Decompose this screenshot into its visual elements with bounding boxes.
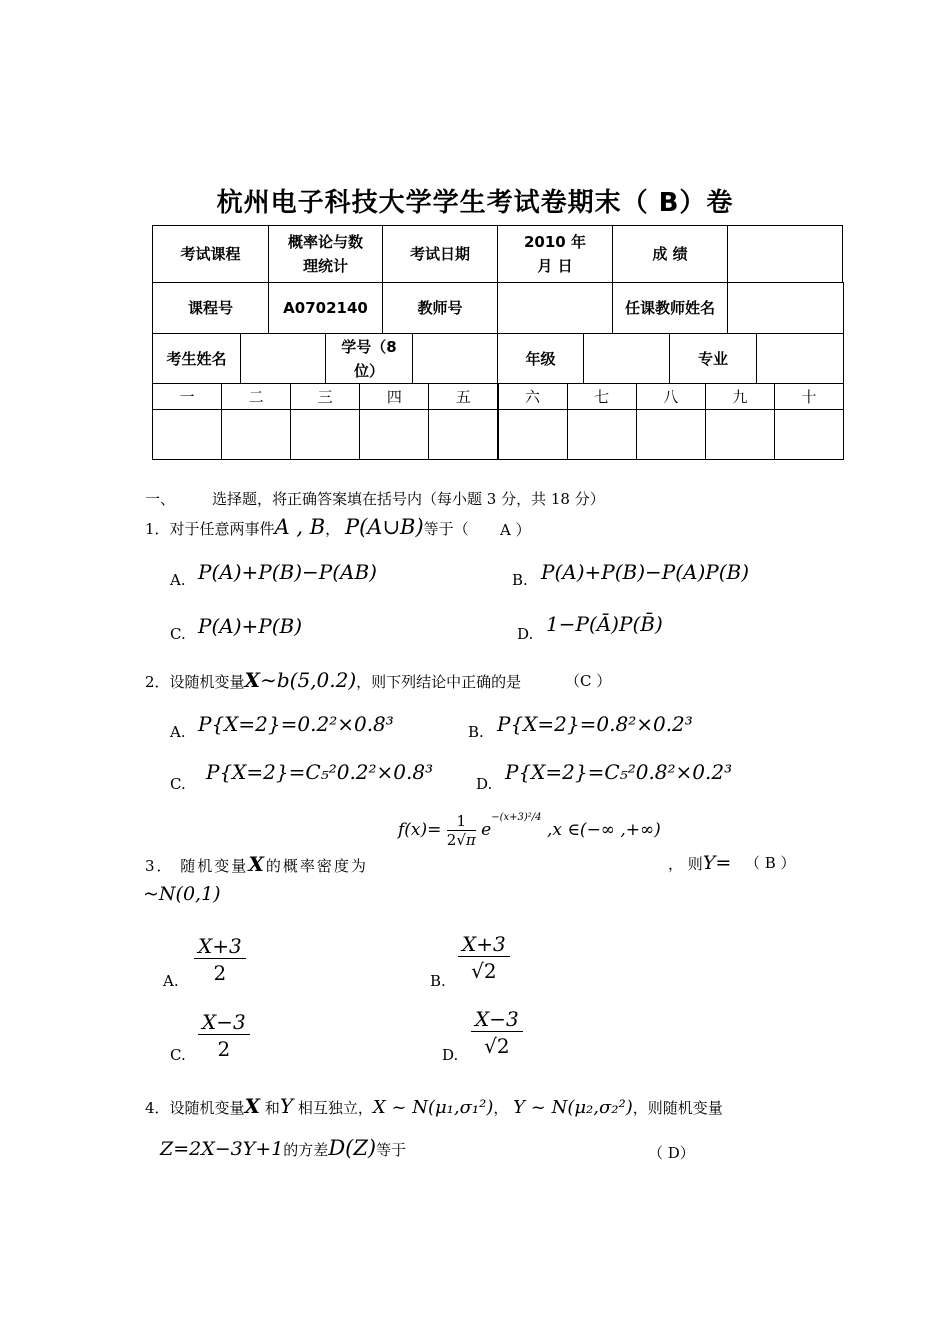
- score-cell[interactable]: [428, 409, 498, 460]
- score-col-header: 十: [774, 383, 844, 410]
- q1-option-c: P(A)+P(B): [198, 614, 303, 638]
- q3-tail: ， 则Y=: [668, 852, 732, 874]
- score-cell[interactable]: [774, 409, 844, 460]
- score-cell[interactable]: [359, 409, 429, 460]
- course-no-value: A0702140: [268, 282, 383, 334]
- score-col-header: 一: [152, 383, 222, 410]
- q4-line2: Z=2X−3Y+1的方差D(Z)等于: [160, 1136, 407, 1160]
- major-field[interactable]: [756, 333, 844, 384]
- teacher-no-label: 教师号: [382, 282, 498, 334]
- q3-stem: 3． 随机变量X的概率密度为: [145, 852, 368, 876]
- score-col-header: 四: [359, 383, 429, 410]
- q3-normal: ~N(0,1): [143, 883, 221, 905]
- student-id-field[interactable]: [412, 333, 498, 384]
- score-value-field[interactable]: [727, 225, 843, 283]
- q3-option-a-label: A.: [163, 972, 179, 990]
- q1-option-a-label: A.: [170, 571, 186, 589]
- score-cell[interactable]: [705, 409, 775, 460]
- q1-option-b-label: B.: [512, 571, 528, 589]
- q2-option-d-label: D.: [476, 775, 493, 793]
- q2-option-b-label: B.: [468, 723, 484, 741]
- score-cell[interactable]: [567, 409, 637, 460]
- score-cell[interactable]: [152, 409, 222, 460]
- q2-option-c-label: C.: [170, 775, 186, 793]
- score-cell[interactable]: [290, 409, 360, 460]
- score-cell[interactable]: [498, 409, 568, 460]
- q1-stem: 1．对于任意两事件A , B， P(A∪B)等于（: [145, 515, 469, 539]
- q3-option-b-label: B.: [430, 972, 446, 990]
- page-title: 杭州电子科技大学学生考试卷期末（ B）卷: [216, 188, 734, 218]
- score-col-header: 九: [705, 383, 775, 410]
- q3-option-a: $\frac{X+3}{2}$: [194, 934, 246, 985]
- q2-option-c: P{X=2}=C₅²0.2²×0.8³: [206, 760, 434, 784]
- section-heading: 选择题，将正确答案填在括号内（每小题 3 分，共 18 分）: [212, 490, 605, 508]
- q2-option-d: P{X=2}=C₅²0.8²×0.2³: [505, 760, 733, 784]
- grade-field[interactable]: [583, 333, 670, 384]
- q1-option-d: 1−P(Ā)P(B̄): [546, 612, 663, 636]
- major-label: 专业: [669, 333, 757, 384]
- q1-answer: A ）: [500, 521, 531, 539]
- q1-option-b: P(A)+P(B)−P(A)P(B): [541, 560, 750, 584]
- q2-answer: （C ）: [565, 672, 612, 690]
- teacher-no-field[interactable]: [497, 282, 613, 334]
- q4-stem: 4．设随机变量X 和Y 相互独立，X ~ N(μ₁,σ₁²)， Y ~ N(μ₂,σ₂²)，则随机变量: [145, 1094, 723, 1118]
- score-cell[interactable]: [636, 409, 706, 460]
- q1-option-c-label: C.: [170, 625, 186, 643]
- section-number: 一、: [145, 490, 176, 508]
- q2-option-a: P{X=2}=0.2²×0.8³: [198, 712, 394, 736]
- exam-course-label: 考试课程: [152, 225, 269, 283]
- q3-option-d: $\frac{X-3}{√2}$: [471, 1007, 523, 1058]
- score-col-header: 七: [567, 383, 637, 410]
- score-col-header: 八: [636, 383, 706, 410]
- score-col-header: 三: [290, 383, 360, 410]
- student-name-field[interactable]: [240, 333, 326, 384]
- score-col-header: 二: [221, 383, 291, 410]
- score-col-header: 六: [498, 383, 568, 410]
- student-id-label: 学号（8 位）: [325, 333, 413, 384]
- student-name-label: 考生姓名: [152, 333, 241, 384]
- q1-option-a: P(A)+P(B)−P(AB): [198, 560, 377, 584]
- grade-label: 年级: [497, 333, 584, 384]
- exam-course-value: 概率论与数理统计: [268, 225, 383, 283]
- teacher-name-label: 任课教师姓名: [612, 282, 728, 334]
- course-no-label: 课程号: [152, 282, 269, 334]
- score-cell[interactable]: [221, 409, 291, 460]
- q2-stem: 2．设随机变量X∼b(5,0.2)，则下列结论中正确的是: [145, 668, 522, 692]
- exam-date-value: 2010 年 月 日: [497, 225, 613, 283]
- q3-option-b: $\frac{X+3}{√2}$: [458, 932, 510, 983]
- q2-option-a-label: A.: [170, 723, 186, 741]
- q3-density: f(x)= $\frac{1}{2√\pi}$ $e^{-(x+3)^2/4}$ ,x ∈(−∞ ,+∞): [398, 812, 661, 849]
- q2-option-b: P{X=2}=0.8²×0.2³: [497, 712, 693, 736]
- exam-date-label: 考试日期: [382, 225, 498, 283]
- q3-answer: （ B ）: [745, 854, 796, 872]
- score-label: 成 绩: [612, 225, 728, 283]
- q1-option-d-label: D.: [517, 625, 534, 643]
- q4-answer: （ D）: [648, 1144, 695, 1162]
- score-col-header: 五: [428, 383, 498, 410]
- q3-option-d-label: D.: [442, 1046, 459, 1064]
- q3-option-c: $\frac{X-3}{2}$: [198, 1010, 250, 1061]
- teacher-name-field[interactable]: [727, 282, 844, 334]
- q3-option-c-label: C.: [170, 1046, 186, 1064]
